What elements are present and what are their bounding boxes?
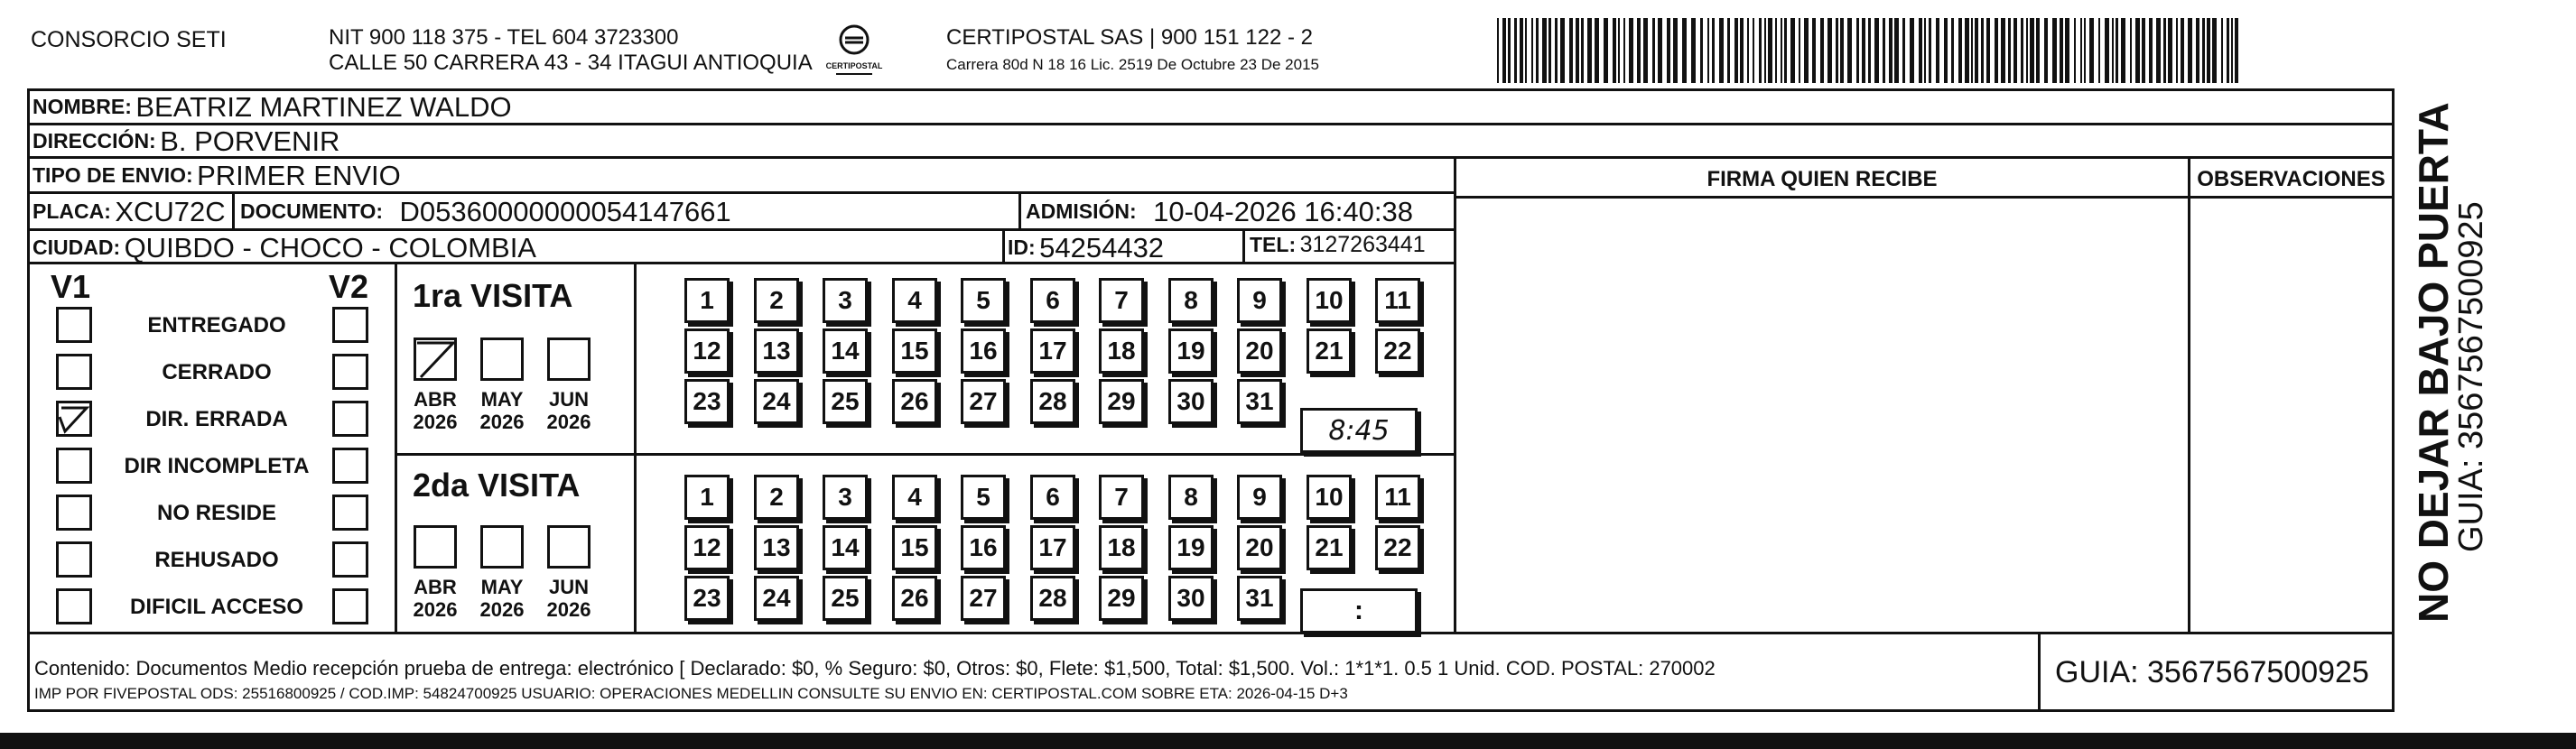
visit1-day-box[interactable]: 5 [961, 278, 1006, 323]
visit2-month-checkbox[interactable] [547, 525, 591, 569]
visit1-day-box[interactable]: 22 [1375, 328, 1420, 374]
visit2-day-box[interactable]: 26 [892, 576, 937, 621]
visit2-day-box[interactable]: 17 [1030, 525, 1075, 570]
visit2-day-box[interactable]: 21 [1307, 525, 1352, 570]
city-value: QUIBDO - CHOCO - COLOMBIA [124, 232, 536, 264]
visit1-day-box[interactable]: 15 [892, 328, 937, 374]
visit1-day-box[interactable]: 3 [823, 278, 868, 323]
visit2-day-box[interactable]: 1 [684, 475, 730, 520]
visit1-day-box[interactable]: 17 [1030, 328, 1075, 374]
visit1-day-box[interactable]: 30 [1168, 379, 1214, 424]
plate-value: XCU72C [115, 196, 226, 227]
visit1-day-box[interactable]: 7 [1099, 278, 1144, 323]
visit1-month-checkmark [414, 338, 457, 381]
visit2-day-box[interactable]: 20 [1237, 525, 1282, 570]
visit1-month-checkbox[interactable] [547, 338, 591, 381]
nit-line: NIT 900 118 375 - TEL 604 3723300 [329, 25, 679, 50]
tel-label: TEL: [1250, 233, 1297, 256]
visit1-day-box[interactable]: 9 [1237, 278, 1282, 323]
footer-guia: GUIA: 3567567500925 [2055, 655, 2369, 689]
observations-area[interactable] [2190, 199, 2392, 632]
v1-checkbox[interactable] [56, 495, 92, 531]
visit1-day-box[interactable]: 12 [684, 328, 730, 374]
visit1-day-box[interactable]: 19 [1168, 328, 1214, 374]
visit2-day-box[interactable]: 23 [684, 576, 730, 621]
v1-checkbox[interactable] [56, 541, 92, 578]
v1-checkbox[interactable] [56, 307, 92, 343]
v2-checkbox[interactable] [332, 495, 368, 531]
v2-checkbox[interactable] [332, 307, 368, 343]
visit1-day-box[interactable]: 1 [684, 278, 730, 323]
status-reason-label: NO RESIDE [156, 501, 277, 525]
visit2-month-label: MAY 2026 [479, 576, 525, 622]
visit2-day-box[interactable]: 4 [892, 475, 937, 520]
visit1-day-box[interactable]: 4 [892, 278, 937, 323]
name-label: NOMBRE: [33, 95, 132, 118]
visit2-month-checkbox[interactable] [414, 525, 457, 569]
visit2-month-checkbox[interactable] [480, 525, 524, 569]
visit2-day-box[interactable]: 9 [1237, 475, 1282, 520]
visit1-day-box[interactable]: 6 [1030, 278, 1075, 323]
observations-header: OBSERVACIONES [2197, 167, 2385, 191]
admission-label: ADMISIÓN: [1026, 199, 1137, 223]
visit2-day-box[interactable]: 22 [1375, 525, 1420, 570]
v1-checkbox[interactable] [56, 354, 92, 390]
side-guia: GUIA: 3567567500925 [2452, 201, 2490, 552]
visit2-title: 2da VISITA [413, 467, 581, 504]
visit1-day-box[interactable]: 11 [1375, 278, 1420, 323]
visit1-day-box[interactable]: 10 [1307, 278, 1352, 323]
visit2-day-box[interactable]: 3 [823, 475, 868, 520]
city-label: CIUDAD: [33, 236, 121, 259]
visit2-day-box[interactable]: 31 [1237, 576, 1282, 621]
status-reason-label: CERRADO [162, 360, 272, 384]
imp-line: IMP POR FIVEPOSTAL ODS: 25516800925 / COD.IMP: 54824700925 USUARIO: OPERACIONES MEDELLIN CONSULTE SU ENVIO EN: CERTIPOSTAL.COM SOBRE ETA: 2026-04-15 D+3 [34, 685, 1348, 702]
v2-checkbox[interactable] [332, 588, 368, 624]
visit1-day-box[interactable]: 26 [892, 379, 937, 424]
v1-checkbox[interactable] [56, 588, 92, 624]
recipient-address: B. PORVENIR [160, 125, 340, 157]
v2-checkbox[interactable] [332, 354, 368, 390]
visit1-day-box[interactable]: 21 [1307, 328, 1352, 374]
visit1-day-box[interactable]: 27 [961, 379, 1006, 424]
address-label: DIRECCIÓN: [33, 129, 156, 153]
shipment-type-label: TIPO DE ENVIO: [33, 163, 193, 187]
visit2-day-box[interactable]: 30 [1168, 576, 1214, 621]
visit1-month-label: ABR 2026 [413, 388, 458, 434]
status-reason-label: ENTREGADO [147, 313, 286, 338]
v1-checkbox[interactable] [56, 448, 92, 484]
status-reason-label: REHUSADO [154, 548, 279, 572]
shipment-type: PRIMER ENVIO [197, 160, 401, 191]
company-name: CONSORCIO SETI [31, 27, 227, 52]
license-line: Carrera 80d N 18 16 Lic. 2519 De Octubre 23 De 2015 [946, 56, 1319, 73]
content-line: Contenido: Documentos Medio recepción prueba de entrega: electrónico [ Declarado: $0, % Seguro: $0, Otros: $0, Flete: $1,500, Total: $1,500. Vol.: 1*1*1. 0.5 1 Unid. COD. POSTAL: 270002 [34, 657, 1716, 680]
visit1-day-box[interactable]: 8 [1168, 278, 1214, 323]
status-reason-label: DIR INCOMPLETA [124, 454, 310, 478]
status-reason-label: DIFICIL ACCESO [129, 595, 303, 619]
svg-text:CERTIPOSTAL: CERTIPOSTAL [825, 61, 883, 70]
signature-area[interactable] [1456, 199, 2188, 632]
visit1-day-box[interactable]: 28 [1030, 379, 1075, 424]
visit2-day-box[interactable]: 6 [1030, 475, 1075, 520]
visit1-day-box[interactable]: 13 [754, 328, 799, 374]
no-deja-bajo-puerta-notice: NO DEJAR BAJO PUERTA [2410, 102, 2457, 623]
plate-label: PLACA: [33, 199, 111, 223]
v1-label: V1 [51, 268, 91, 305]
visit2-day-box[interactable]: 14 [823, 525, 868, 570]
company-address: CALLE 50 CARRERA 43 - 34 ITAGUI ANTIOQUIA [329, 51, 813, 75]
visit1-title: 1ra VISITA [413, 277, 573, 314]
visit1-month-checkbox[interactable] [480, 338, 524, 381]
signature-header: FIRMA QUIEN RECIBE [1706, 167, 1938, 191]
visit2-day-box[interactable]: 16 [961, 525, 1006, 570]
visit1-month-label: MAY 2026 [479, 388, 525, 434]
visit2-day-box[interactable]: 2 [754, 475, 799, 520]
visit1-day-box[interactable]: 25 [823, 379, 868, 424]
visit2-day-box[interactable]: 19 [1168, 525, 1214, 570]
barcode [1495, 18, 2243, 83]
document-label: DOCUMENTO: [240, 199, 384, 223]
visit1-day-box[interactable]: 31 [1237, 379, 1282, 424]
visit2-month-label: ABR 2026 [413, 576, 458, 622]
visit1-month-label: JUN 2026 [546, 388, 591, 434]
document-value: D05360000000054147661 [399, 196, 731, 227]
visit2-day-box[interactable]: 10 [1307, 475, 1352, 520]
visit2-month-label: JUN 2026 [546, 576, 591, 622]
visit2-day-box[interactable]: 13 [754, 525, 799, 570]
v1-checkmark [56, 401, 92, 437]
visit1-day-box[interactable]: 16 [961, 328, 1006, 374]
status-reason-label: DIR. ERRADA [145, 407, 288, 431]
visit1-time: 8:45 [1328, 414, 1390, 447]
admission-value: 10-04-2026 16:40:38 [1153, 196, 1413, 227]
visit1-day-box[interactable]: 24 [754, 379, 799, 424]
id-value: 54254432 [1039, 232, 1165, 264]
visit1-day-box[interactable]: 20 [1237, 328, 1282, 374]
visit2-day-box[interactable]: 12 [684, 525, 730, 570]
v2-checkbox[interactable] [332, 448, 368, 484]
v2-label: V2 [329, 268, 369, 305]
id-label: ID: [1008, 236, 1036, 259]
visit2-day-box[interactable]: 24 [754, 576, 799, 621]
v2-checkbox[interactable] [332, 541, 368, 578]
visit2-day-box[interactable]: 25 [823, 576, 868, 621]
visit2-day-box[interactable]: 8 [1168, 475, 1214, 520]
carrier-line: CERTIPOSTAL SAS | 900 151 122 - 2 [946, 25, 1313, 50]
visit2-day-box[interactable]: 11 [1375, 475, 1420, 520]
visit2-day-box[interactable]: 5 [961, 475, 1006, 520]
visit2-day-box[interactable]: 15 [892, 525, 937, 570]
visit1-day-box[interactable]: 29 [1099, 379, 1144, 424]
visit1-day-box[interactable]: 18 [1099, 328, 1144, 374]
tel-value: 3127263441 [1299, 232, 1426, 257]
visit2-day-box[interactable]: 28 [1030, 576, 1075, 621]
visit2-day-box[interactable]: 7 [1099, 475, 1144, 520]
bottom-band [0, 733, 2576, 749]
visit1-day-box[interactable]: 2 [754, 278, 799, 323]
visit2-time: : [1354, 596, 1363, 625]
visit2-day-box[interactable]: 29 [1099, 576, 1144, 621]
v2-checkbox[interactable] [332, 401, 368, 437]
visit1-day-box[interactable]: 23 [684, 379, 730, 424]
visit2-time-box[interactable] [1300, 588, 1418, 633]
recipient-name: BEATRIZ MARTINEZ WALDO [135, 91, 512, 123]
visit2-day-box[interactable]: 27 [961, 576, 1006, 621]
visit1-time-box[interactable] [1300, 408, 1418, 453]
certipostal-logo [825, 23, 883, 79]
visit1-day-box[interactable]: 14 [823, 328, 868, 374]
visit2-day-box[interactable]: 18 [1099, 525, 1144, 570]
